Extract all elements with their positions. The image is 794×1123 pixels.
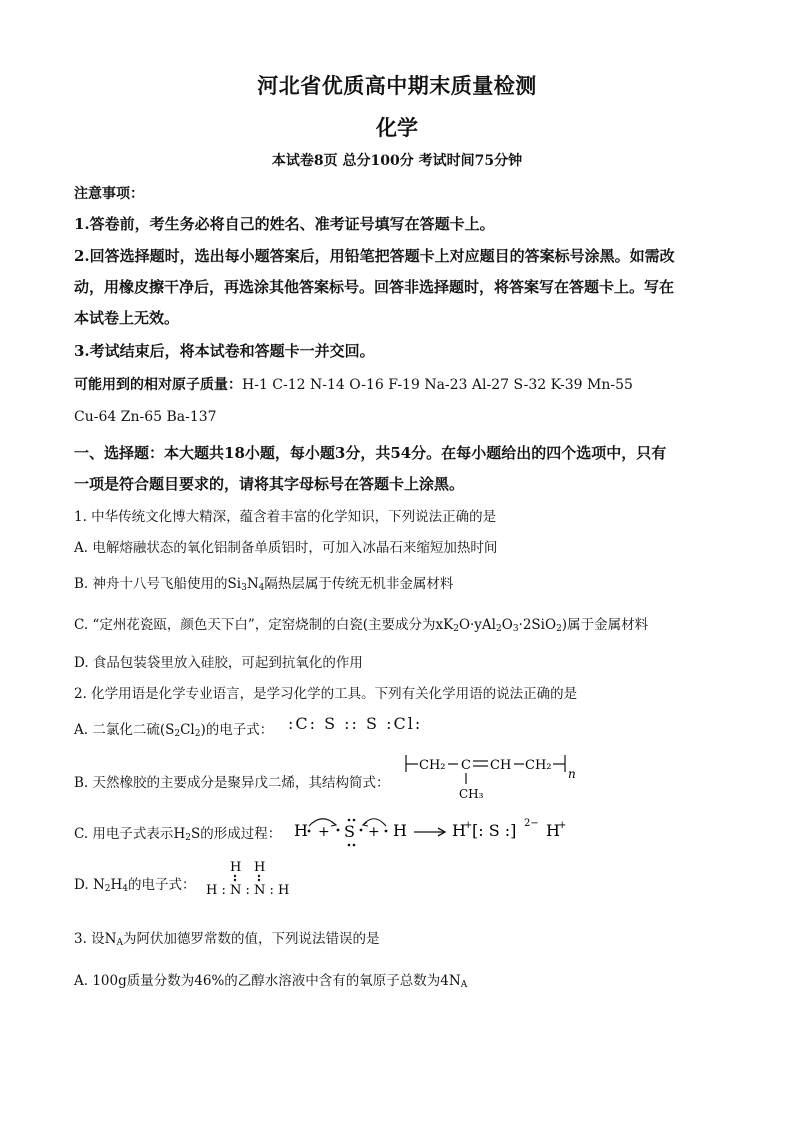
q2-a-electron-formula: :C: S :: S :Cl: — [288, 714, 423, 733]
notes-item-1: 1.答卷前，考生务必将自己的姓名、准考证号填写在答题卡上。 — [74, 215, 495, 233]
section-1-line-2: 一项是符合题目要求的，请将其字母标号在答题卡上涂黑。 — [74, 475, 465, 493]
exam-info: 本试卷8页 总分100分 考试时间75分钟 — [271, 153, 523, 169]
q2-option-b: B. 天然橡胶的主要成分是聚异戊二烯，其结构简式： — [74, 775, 390, 791]
q3-option-a: A. 100g质量分数为46%的乙醇水溶液中含有的氧原子总数为$4N_A$ — [74, 973, 468, 990]
c-h-left: H — [294, 821, 308, 840]
exam-title: 河北省优质高中期末质量检测 — [257, 73, 537, 98]
b-ch3: CH₃ — [459, 787, 484, 801]
q2-d-electron-formula — [204, 856, 304, 900]
c-h-plus-left: H — [452, 821, 466, 840]
q1-stem: 1. 中华传统文化博大精深，蕴含着丰富的化学知识，下列说法正确的是 — [74, 509, 497, 525]
q1-option-d: D. 食品包装袋里放入硅胶，可起到抗氧化的作用 — [74, 655, 363, 671]
c-h-plus-right: H — [546, 821, 560, 840]
atomic-masses-line-2: Cu-64 Zn-65 Ba-137 — [74, 409, 217, 425]
q1-option-c: C. “定州花瓷瓯，颜色天下白”，定窑烧制的白瓷(主要成分为$xK_2O\cdot yAl_2O_3\cdot 2SiO_2$)属于金属材料 — [74, 617, 649, 634]
c-plus-sign-right: + — [558, 820, 567, 831]
q3-stem: 3. 设$N_A$为阿伏加德罗常数的值，下列说法错误的是 — [74, 931, 380, 948]
c-h-right: H — [393, 821, 407, 840]
b-c: C — [461, 758, 471, 773]
exam-subject: 化学 — [376, 115, 418, 140]
notes-heading: 注意事项： — [74, 186, 144, 202]
d-bottom-row: H : N : N : H — [206, 883, 290, 898]
atomic-masses-line-1 — [74, 374, 633, 394]
q1-option-b: B. 神舟十八号飞船使用的$Si_3N_4$隔热层属于传统无机非金属材料 — [74, 576, 454, 593]
b-ch2-right: CH₂ — [525, 758, 552, 773]
c-bracket-s: [: S :] — [472, 821, 517, 840]
notes-item-2-line-3: 本试卷上无效。 — [74, 309, 180, 327]
q2-option-c: C. 用电子式表示$H_2S$的形成过程： — [74, 826, 282, 843]
q2-b-structural-formula — [398, 748, 578, 804]
b-n: n — [568, 767, 576, 781]
b-ch2-left: CH₂ — [419, 758, 446, 773]
b-ch: CH — [490, 758, 512, 773]
c-plus-sign-left: + — [464, 820, 473, 831]
c-plus-2: + — [368, 824, 380, 840]
c-s-atom: S — [344, 822, 355, 841]
q2-stem: 2. 化学用语是化学专业语言，是学习化学的工具。下列有关化学用语的说法正确的是 — [74, 686, 578, 702]
notes-item-2-line-1: 2.回答选择题时，选出每小题答案后，用铅笔把答题卡上对应题目的答案标号涂黑。如需改 — [74, 247, 675, 265]
notes-item-3: 3.考试结束后，将本试卷和答题卡一并交回。 — [74, 342, 375, 360]
c-charge: 2− — [524, 818, 539, 829]
q2-c-formation-diagram — [292, 808, 592, 856]
q2-option-a: A. 二氯化二硫$(S_2Cl_2)$的电子式： — [74, 722, 274, 739]
q2-option-d: D. $N_2H_4$的电子式： — [74, 877, 196, 894]
section-1-line-1: 一、选择题：本大题共18小题，每小题3分，共54分。在每小题给出的四个选项中，只有 — [74, 444, 667, 462]
d-h-top-2: H — [254, 860, 266, 875]
d-h-top-1: H — [230, 860, 242, 875]
atomic-masses-label: 可能用到的相对原子质量： — [74, 377, 242, 393]
q1-option-a: A. 电解熔融状态的氧化铝制备单质铝时，可加入冰晶石来缩短加热时间 — [74, 540, 498, 556]
atomic-masses-values-1: H-1 C-12 N-14 O-16 F-19 Na-23 Al-27 S-32 K-39 Mn-55 — [242, 377, 633, 393]
notes-item-2-line-2: 动，用橡皮擦干净后，再选涂其他答案标号。回答非选择题时，将答案写在答题卡上。写在 — [74, 278, 675, 296]
c-plus-1: + — [318, 824, 330, 840]
